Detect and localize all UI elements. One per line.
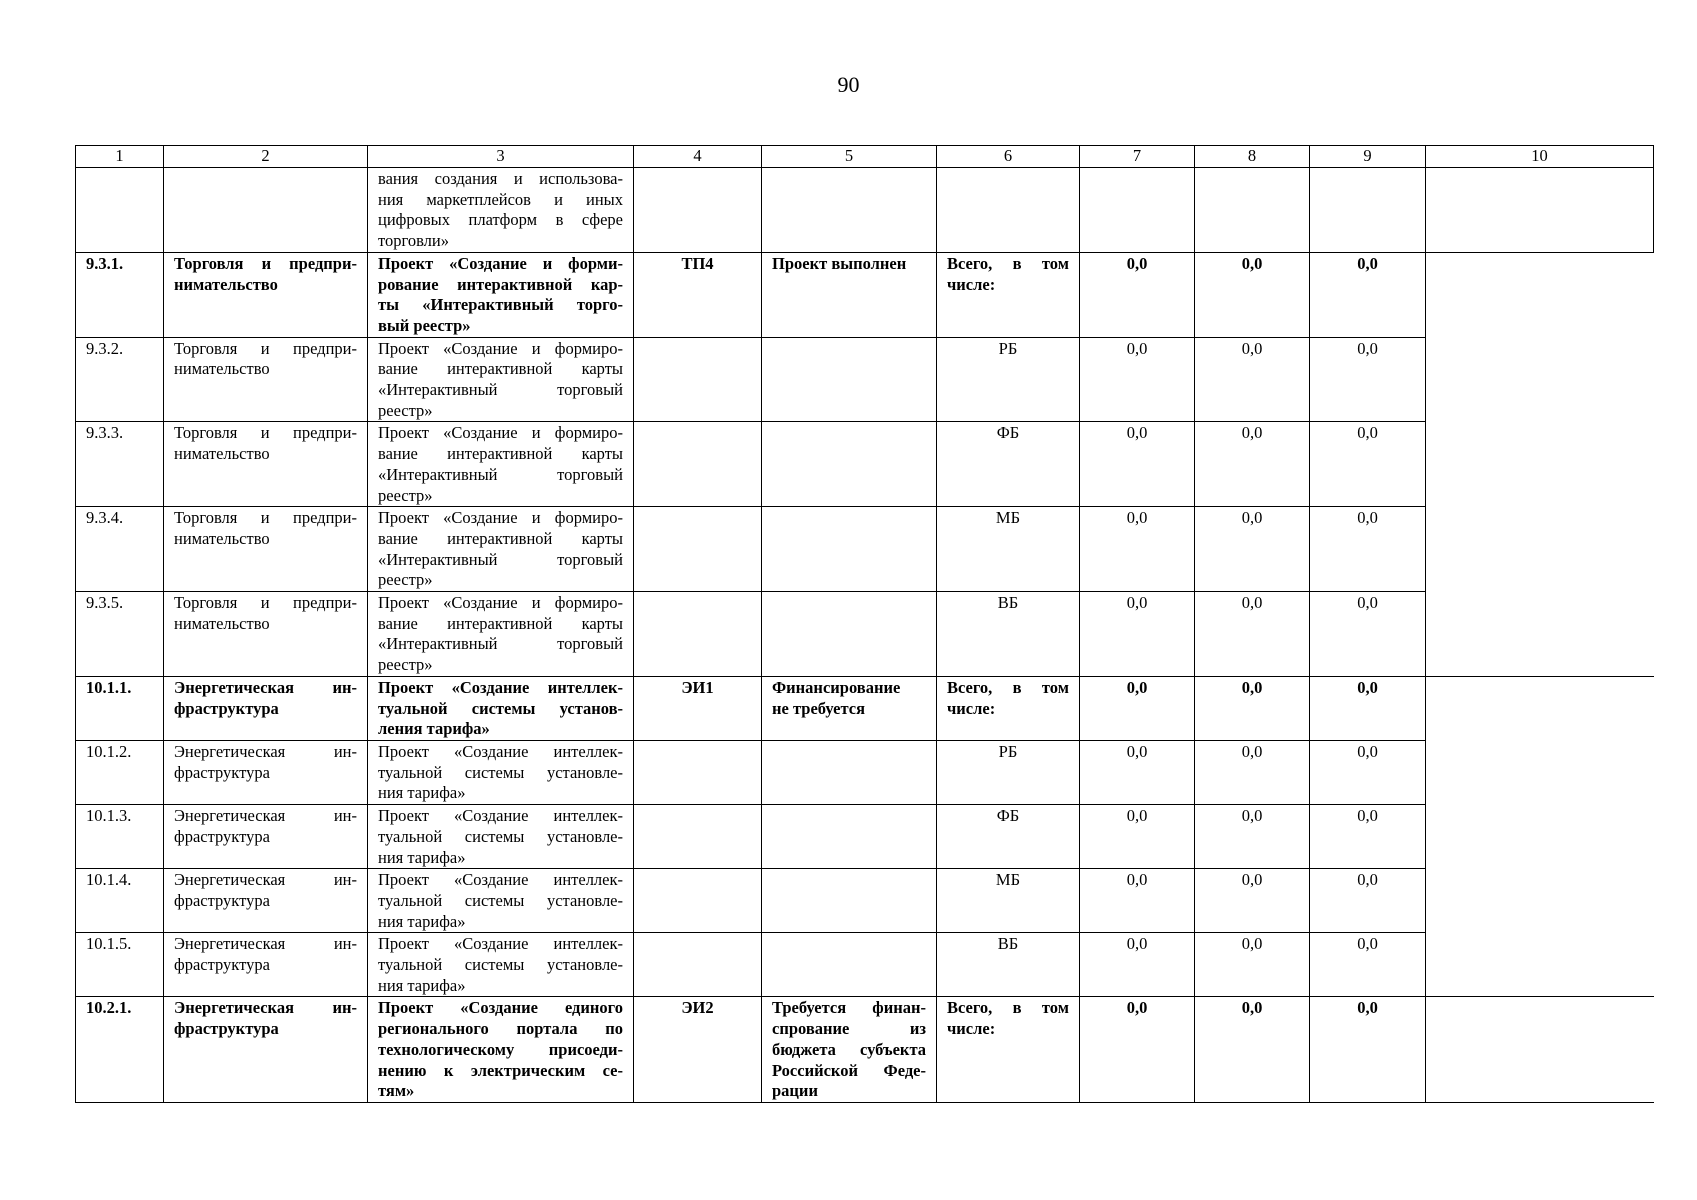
- text-line: бюджета субъекта: [772, 1039, 926, 1059]
- budget-source: [937, 740, 1080, 804]
- project-code: [634, 507, 762, 592]
- value-col8: 0,0: [1195, 676, 1310, 740]
- budget-source: [937, 676, 1080, 740]
- project-status: [762, 740, 937, 804]
- project-status: [762, 933, 937, 997]
- value-col9: 0,0: [1310, 507, 1426, 592]
- text-line: «Интерактивный торговый: [378, 464, 623, 484]
- text-line: фраструктура: [174, 890, 270, 910]
- text-line: Требуется финан-: [772, 998, 926, 1018]
- text-line: Энергетическая ин-: [174, 677, 357, 697]
- text-line: Торговля и предпри-: [174, 423, 357, 443]
- text-line: ния тарифа»: [378, 975, 466, 995]
- column-number: 8: [1195, 146, 1310, 168]
- text-line: вание интерактивной карты: [378, 444, 623, 464]
- value-col9: 0,0: [1310, 337, 1426, 422]
- value-col9: 0,0: [1310, 740, 1426, 804]
- table-row: [76, 337, 1654, 422]
- sector-cell: [164, 337, 368, 422]
- text-line: Проект «Создание и формиро-: [378, 593, 623, 613]
- text-line: вание интерактивной карты: [378, 528, 623, 548]
- table-row: [76, 740, 1654, 804]
- text-line: Всего, в том: [947, 253, 1069, 273]
- text-line: тям»: [378, 1081, 415, 1101]
- project-cell: [368, 997, 634, 1103]
- empty-cell: [1426, 933, 1654, 997]
- project-cell: [368, 805, 634, 869]
- text-line: фраструктура: [174, 1019, 279, 1039]
- text-line: Торговля и предпри-: [174, 593, 357, 613]
- project-status: [762, 592, 937, 677]
- text-line: числе:: [947, 274, 996, 294]
- project-cell: [368, 740, 634, 804]
- project-code: [634, 869, 762, 933]
- column-number: 5: [762, 146, 937, 168]
- row-code: 10.2.1.: [76, 997, 164, 1103]
- budget-source: [937, 592, 1080, 677]
- project-code: ЭИ1: [634, 676, 762, 740]
- text-line: ния тарифа»: [378, 847, 466, 867]
- text-line: МБ: [995, 870, 1021, 890]
- table-row: [76, 422, 1654, 507]
- value-col8: 0,0: [1195, 740, 1310, 804]
- sector-cell: [164, 592, 368, 677]
- project-code: [634, 337, 762, 422]
- text-line: реестр»: [378, 400, 433, 420]
- text-line: Торговля и предпри-: [174, 338, 357, 358]
- column-number: 10: [1426, 146, 1654, 168]
- text-line: ты «Интерактивный торго-: [378, 295, 623, 315]
- text-line: рации: [772, 1081, 818, 1101]
- sector-cell: [164, 997, 368, 1103]
- value-col8: 0,0: [1195, 933, 1310, 997]
- text-line: фраструктура: [174, 762, 270, 782]
- project-cell: [368, 422, 634, 507]
- text-line: ВБ: [997, 593, 1019, 613]
- empty-cell: [1195, 168, 1310, 253]
- text-line: туальной системы установле-: [378, 826, 623, 846]
- text-line: вый реестр»: [378, 315, 471, 335]
- text-line: нимательство: [174, 444, 270, 464]
- empty-cell: [634, 168, 762, 253]
- value-col9: 0,0: [1310, 869, 1426, 933]
- project-code: [634, 805, 762, 869]
- empty-cell: [76, 168, 164, 253]
- text-line: числе:: [947, 1019, 996, 1039]
- text-line: фраструктура: [174, 826, 270, 846]
- project-code: [634, 740, 762, 804]
- text-line: ния маркетплейсов и иных: [378, 189, 623, 209]
- text-line: Проект «Создание и формиро-: [378, 423, 623, 443]
- text-line: нению к электрическим се-: [378, 1060, 623, 1080]
- text-line: ФБ: [996, 806, 1020, 826]
- text-line: реестр»: [378, 655, 433, 675]
- text-line: ФБ: [996, 423, 1020, 443]
- row-code: 9.3.4.: [76, 507, 164, 592]
- financing-table: [75, 145, 1654, 1103]
- project-status: [762, 507, 937, 592]
- text-line: Финансирование: [772, 677, 901, 697]
- project-status: [762, 805, 937, 869]
- column-number: 6: [937, 146, 1080, 168]
- text-line: Проект «Создание и формиро-: [378, 338, 623, 358]
- row-code: 10.1.3.: [76, 805, 164, 869]
- text-line: Энергетическая ин-: [174, 998, 357, 1018]
- empty-cell: [1426, 507, 1654, 592]
- empty-cell: [164, 168, 368, 253]
- text-line: фраструктура: [174, 698, 279, 718]
- value-col7: 0,0: [1080, 252, 1195, 337]
- text-line: Энергетическая ин-: [174, 806, 357, 826]
- project-status: [762, 337, 937, 422]
- value-col7: 0,0: [1080, 592, 1195, 677]
- row-code: 9.3.5.: [76, 592, 164, 677]
- value-col9: 0,0: [1310, 252, 1426, 337]
- project-cell: [368, 507, 634, 592]
- text-line: спрование из: [772, 1019, 926, 1039]
- empty-cell: [1426, 676, 1654, 740]
- text-line: технологическому присоеди-: [378, 1039, 623, 1059]
- value-col9: 0,0: [1310, 997, 1426, 1103]
- row-code: 9.3.2.: [76, 337, 164, 422]
- project-code: [634, 422, 762, 507]
- project-code: [634, 592, 762, 677]
- value-col9: 0,0: [1310, 933, 1426, 997]
- row-code: 10.1.4.: [76, 869, 164, 933]
- empty-cell: [1426, 592, 1654, 677]
- value-col7: 0,0: [1080, 676, 1195, 740]
- sector-cell: [164, 422, 368, 507]
- project-cell: [368, 676, 634, 740]
- empty-cell: [1426, 422, 1654, 507]
- empty-cell: [1426, 337, 1654, 422]
- text-line: Проект «Создание интеллек-: [378, 677, 623, 697]
- table-row: [76, 507, 1654, 592]
- text-line: «Интерактивный торговый: [378, 549, 623, 569]
- text-line: «Интерактивный торговый: [378, 634, 623, 654]
- table-row: [76, 997, 1654, 1103]
- text-line: РБ: [998, 338, 1018, 358]
- budget-source: [937, 997, 1080, 1103]
- text-line: реестр»: [378, 485, 433, 505]
- text-line: не требуется: [772, 698, 866, 718]
- text-line: вание интерактивной карты: [378, 359, 623, 379]
- budget-source: [937, 805, 1080, 869]
- text-line: Проект «Создание интеллек-: [378, 741, 623, 761]
- text-line: Энергетическая ин-: [174, 870, 357, 890]
- sector-cell: [164, 869, 368, 933]
- table-row: [76, 869, 1654, 933]
- text-line: Всего, в том: [947, 998, 1069, 1018]
- text-line: нимательство: [174, 274, 278, 294]
- text-line: туальной системы установле-: [378, 955, 623, 975]
- text-line: вание интерактивной карты: [378, 613, 623, 633]
- row-code: 10.1.2.: [76, 740, 164, 804]
- value-col7: 0,0: [1080, 507, 1195, 592]
- column-number: 1: [76, 146, 164, 168]
- budget-source: [937, 869, 1080, 933]
- text-line: туальной системы установле-: [378, 890, 623, 910]
- sector-cell: [164, 740, 368, 804]
- text-line: ния тарифа»: [378, 911, 466, 931]
- text-line: Всего, в том: [947, 677, 1069, 697]
- empty-cell: [1080, 168, 1195, 253]
- text-line: Проект «Создание и формиро-: [378, 508, 623, 528]
- project-cell: [368, 592, 634, 677]
- project-status: [762, 422, 937, 507]
- column-number: 7: [1080, 146, 1195, 168]
- row-code: 10.1.5.: [76, 933, 164, 997]
- table-row: [76, 676, 1654, 740]
- budget-source: [937, 933, 1080, 997]
- project-status: [762, 997, 937, 1103]
- continuation-text: [368, 168, 634, 253]
- column-number: 9: [1310, 146, 1426, 168]
- text-line: нимательство: [174, 613, 270, 633]
- text-line: Проект «Создание интеллек-: [378, 806, 623, 826]
- value-col8: 0,0: [1195, 252, 1310, 337]
- text-line: ния тарифа»: [378, 783, 466, 803]
- table-row: [76, 805, 1654, 869]
- value-col9: 0,0: [1310, 805, 1426, 869]
- sector-cell: [164, 676, 368, 740]
- row-code: 9.3.1.: [76, 252, 164, 337]
- value-col7: 0,0: [1080, 422, 1195, 507]
- empty-cell: [1310, 168, 1426, 253]
- text-line: Торговля и предпри-: [174, 253, 357, 273]
- value-col8: 0,0: [1195, 592, 1310, 677]
- text-line: МБ: [995, 508, 1021, 528]
- text-line: нимательство: [174, 528, 270, 548]
- row-code: 9.3.3.: [76, 422, 164, 507]
- project-cell: [368, 933, 634, 997]
- text-line: Проект «Создание единого: [378, 998, 623, 1018]
- empty-cell: [762, 168, 937, 253]
- text-line: ления тарифа»: [378, 719, 490, 739]
- text-line: Проект «Создание и форми-: [378, 253, 623, 273]
- text-line: туальной системы установле-: [378, 762, 623, 782]
- text-line: числе:: [947, 698, 996, 718]
- value-col7: 0,0: [1080, 740, 1195, 804]
- budget-source: [937, 422, 1080, 507]
- text-line: регионального портала по: [378, 1019, 623, 1039]
- text-line: Российской Феде-: [772, 1060, 926, 1080]
- column-number: 2: [164, 146, 368, 168]
- text-line: Энергетическая ин-: [174, 741, 357, 761]
- project-code: [634, 933, 762, 997]
- sector-cell: [164, 805, 368, 869]
- empty-cell: [1426, 740, 1654, 804]
- text-line: Проект «Создание интеллек-: [378, 870, 623, 890]
- text-line: Проект выполнен: [772, 253, 907, 273]
- empty-cell: [1426, 997, 1654, 1103]
- project-cell: [368, 869, 634, 933]
- text-line: Торговля и предпри-: [174, 508, 357, 528]
- value-col8: 0,0: [1195, 422, 1310, 507]
- text-line: реестр»: [378, 570, 433, 590]
- text-line: «Интерактивный торговый: [378, 380, 623, 400]
- value-col7: 0,0: [1080, 869, 1195, 933]
- value-col7: 0,0: [1080, 933, 1195, 997]
- column-number: 4: [634, 146, 762, 168]
- text-line: нимательство: [174, 359, 270, 379]
- continuation-row: [76, 168, 1654, 253]
- value-col8: 0,0: [1195, 805, 1310, 869]
- value-col7: 0,0: [1080, 997, 1195, 1103]
- empty-cell: [1426, 168, 1654, 253]
- column-number: 3: [368, 146, 634, 168]
- value-col8: 0,0: [1195, 997, 1310, 1103]
- value-col9: 0,0: [1310, 676, 1426, 740]
- project-status: [762, 252, 937, 337]
- empty-cell: [1426, 869, 1654, 933]
- text-line: ВБ: [997, 934, 1019, 954]
- text-line: туальной системы установ-: [378, 698, 623, 718]
- text-line: фраструктура: [174, 955, 270, 975]
- table-row: [76, 592, 1654, 677]
- value-col7: 0,0: [1080, 337, 1195, 422]
- text-line: Проект «Создание интеллек-: [378, 934, 623, 954]
- page-number: 90: [837, 72, 860, 97]
- row-code: 10.1.1.: [76, 676, 164, 740]
- table-header-row: [76, 146, 1654, 168]
- sector-cell: [164, 252, 368, 337]
- text-line: РБ: [998, 741, 1018, 761]
- project-status: [762, 869, 937, 933]
- sector-cell: [164, 507, 368, 592]
- budget-source: [937, 337, 1080, 422]
- table-row: [76, 933, 1654, 997]
- text-line: вания создания и использова-: [378, 169, 623, 188]
- value-col8: 0,0: [1195, 869, 1310, 933]
- sector-cell: [164, 933, 368, 997]
- empty-cell: [1426, 805, 1654, 869]
- project-code: ЭИ2: [634, 997, 762, 1103]
- value-col7: 0,0: [1080, 805, 1195, 869]
- table-row: [76, 252, 1654, 337]
- text-line: Энергетическая ин-: [174, 934, 357, 954]
- text-line: рование интерактивной кар-: [378, 274, 623, 294]
- text-line: цифровых платформ в сфере: [378, 210, 623, 230]
- budget-source: [937, 252, 1080, 337]
- value-col9: 0,0: [1310, 592, 1426, 677]
- empty-cell: [937, 168, 1080, 253]
- project-cell: [368, 337, 634, 422]
- project-cell: [368, 252, 634, 337]
- budget-source: [937, 507, 1080, 592]
- project-code: ТП4: [634, 252, 762, 337]
- value-col8: 0,0: [1195, 507, 1310, 592]
- value-col9: 0,0: [1310, 422, 1426, 507]
- empty-cell: [1426, 252, 1654, 337]
- project-status: [762, 676, 937, 740]
- text-line: торговли»: [378, 231, 449, 251]
- value-col8: 0,0: [1195, 337, 1310, 422]
